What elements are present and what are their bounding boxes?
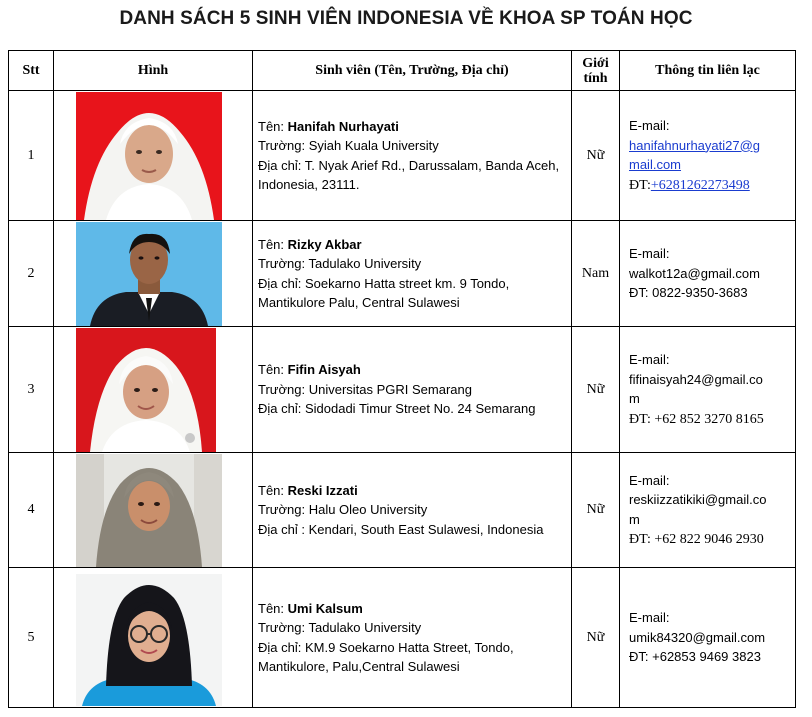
email-label: E-mail:	[629, 610, 670, 626]
student-school: Universitas PGRI Semarang	[308, 381, 472, 397]
row-number: 2	[9, 221, 54, 327]
student-name: Rizky Akbar	[287, 236, 362, 252]
table-row	[9, 91, 796, 221]
phone-value: +62853 9469 3823	[652, 649, 761, 665]
phone-label: ĐT:	[629, 649, 653, 665]
student-school: Tadulako University	[308, 620, 422, 635]
header-stt: Stt	[9, 51, 54, 91]
page-title: DANH SÁCH 5 SINH VIÊN INDONESIA VỀ KHOA SP TOÁN HỌC	[119, 8, 693, 29]
student-gender: Nữ	[572, 453, 620, 568]
email-label: E-mail:	[629, 352, 670, 367]
header-gender-line1: Giới	[582, 55, 609, 71]
address-label: Địa chỉ:	[258, 639, 305, 655]
table-row	[9, 327, 796, 453]
address-label: Địa chỉ:	[258, 275, 305, 291]
phone-value: +62 822 9046 2930	[654, 532, 764, 547]
address-label: Địa chỉ:	[258, 157, 305, 173]
student-photo	[76, 222, 222, 326]
address-label: Địa chỉ:	[258, 401, 305, 417]
email-value: umik84320@gmail.com	[629, 629, 766, 645]
student-address: KM.9 Soekarno Hatta Street, Tondo, Mantikulore, Palu,Central Sulawesi	[258, 639, 514, 674]
name-label: Tên:	[258, 118, 288, 134]
school-label: Trường:	[258, 381, 309, 397]
header-gender-line2: tính	[583, 70, 608, 86]
student-address: Soekarno Hatta street km. 9 Tondo, Mantikulore Palu, Central Sulawesi	[258, 275, 510, 310]
row-number: 1	[9, 91, 54, 221]
photo-cell	[54, 568, 253, 708]
student-address: Kendari, South East Sulawesi, Indonesia	[308, 521, 544, 537]
email-link[interactable]: hanifahnurhayati27@g mail.com	[629, 137, 761, 172]
phone-label: ĐT:	[629, 411, 655, 427]
row-number: 5	[9, 568, 54, 708]
student-info	[253, 221, 572, 327]
student-photo	[76, 574, 222, 706]
name-label: Tên:	[258, 362, 288, 378]
email-label: E-mail:	[629, 246, 670, 262]
student-gender: Nữ	[572, 91, 620, 221]
student-photo	[76, 454, 222, 567]
contact-info	[620, 568, 796, 708]
phone-value: 0822-9350-3683	[652, 285, 748, 301]
phone-label: ĐT:	[629, 532, 655, 547]
phone-link[interactable]: +6281262273498	[650, 177, 750, 193]
email-value: walkot12a@gmail.com	[629, 265, 760, 281]
student-info	[253, 453, 572, 568]
student-address: T. Nyak Arief Rd., Darussalam, Banda Aceh, Indonesia, 23111.	[258, 157, 560, 192]
contact-info	[620, 327, 796, 453]
student-gender: Nữ	[572, 327, 620, 453]
photo-cell	[54, 453, 253, 568]
contact-info	[620, 453, 796, 568]
student-photo	[76, 92, 222, 220]
student-school: Halu Oleo University	[308, 502, 428, 518]
student-name: Umi Kalsum	[287, 600, 363, 616]
phone-label: ĐT:	[629, 177, 651, 193]
header-gender	[572, 51, 620, 91]
student-name: Fifin Aisyah	[287, 362, 361, 378]
student-info	[253, 91, 572, 221]
student-name: Reski Izzati	[287, 482, 358, 498]
email-value: reskiizzatikiki@gmail.co m	[629, 492, 767, 527]
address-label: Địa chỉ :	[258, 521, 309, 537]
student-gender: Nam	[572, 221, 620, 327]
name-label: Tên:	[258, 600, 288, 616]
student-address: Sidodadi Timur Street No. 24 Semarang	[304, 401, 536, 417]
email-label: E-mail:	[629, 472, 670, 488]
student-info	[253, 327, 572, 453]
photo-cell	[54, 327, 253, 453]
student-table	[8, 50, 796, 708]
name-label: Tên:	[258, 236, 288, 252]
table-header-row	[9, 51, 796, 91]
student-info	[253, 568, 572, 708]
header-student: Sinh viên (Tên, Trường, Địa chỉ)	[253, 51, 572, 91]
student-gender: Nữ	[572, 568, 620, 708]
school-label: Trường:	[258, 138, 309, 153]
phone-value: +62 852 3270 8165	[654, 411, 764, 427]
student-name: Hanifah Nurhayati	[287, 118, 399, 134]
student-school: Syiah Kuala University	[308, 138, 439, 153]
table-row	[9, 568, 796, 708]
contact-info	[620, 91, 796, 221]
name-label: Tên:	[258, 482, 288, 498]
header-photo: Hình	[54, 51, 253, 91]
header-contact: Thông tin liên lạc	[620, 51, 796, 91]
student-school: Tadulako University	[308, 256, 422, 271]
student-photo	[76, 328, 216, 452]
table-row	[9, 453, 796, 568]
table-row	[9, 221, 796, 327]
row-number: 3	[9, 327, 54, 453]
school-label: Trường:	[258, 502, 309, 518]
email-value: fifinaisyah24@gmail.co m	[629, 371, 763, 406]
school-label: Trường:	[258, 620, 309, 635]
photo-cell	[54, 91, 253, 221]
row-number: 4	[9, 453, 54, 568]
email-label: E-mail:	[629, 118, 670, 133]
contact-info	[620, 221, 796, 327]
school-label: Trường:	[258, 256, 309, 271]
phone-label: ĐT:	[629, 285, 653, 301]
photo-cell	[54, 221, 253, 327]
